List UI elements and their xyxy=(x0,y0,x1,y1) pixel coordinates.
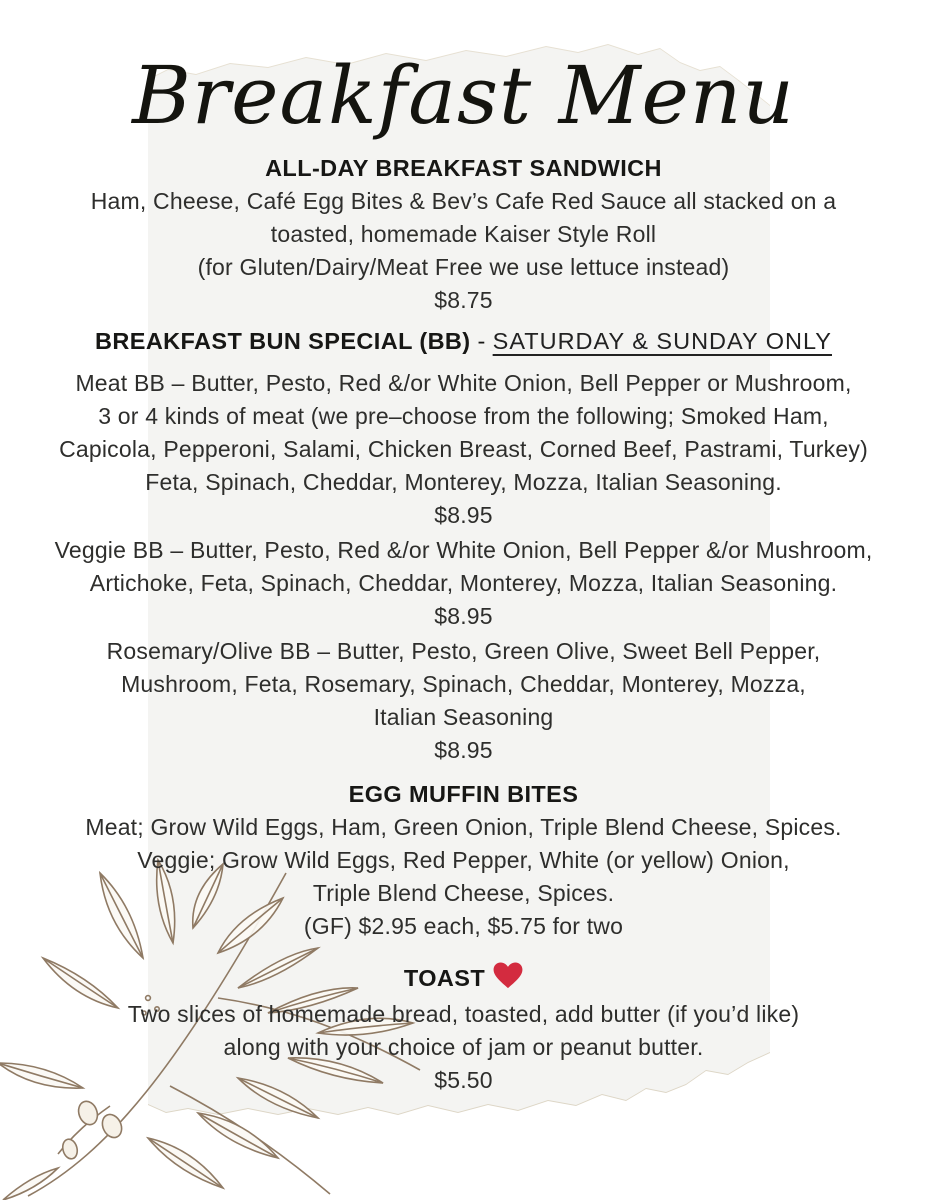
menu-line: Two slices of homemade bread, toasted, add butter (if you’d like) xyxy=(127,1001,800,1027)
price-line: $8.95 xyxy=(434,603,493,629)
menu-line: Rosemary/Olive BB – Butter, Pesto, Green Olive, Sweet Bell Pepper, xyxy=(106,638,821,664)
menu-line: 3 or 4 kinds of meat (we pre–choose from the following; Smoked Ham, xyxy=(98,403,829,429)
heart-icon xyxy=(493,962,523,989)
price-line: $8.75 xyxy=(434,287,493,313)
heading-separator: - xyxy=(470,328,493,354)
menu-line: toasted, homemade Kaiser Style Roll xyxy=(270,221,657,247)
menu-line: Feta, Spinach, Cheddar, Monterey, Mozza, Italian Seasoning. xyxy=(145,469,782,495)
menu-content xyxy=(0,40,927,1097)
menu-line: Veggie BB – Butter, Pesto, Red &/or White Onion, Bell Pepper &/or Mushroom, xyxy=(54,537,873,563)
menu-line: Ham, Cheese, Café Egg Bites & Bev’s Cafe Red Sauce all stacked on a xyxy=(90,188,837,214)
menu-line: Mushroom, Feta, Rosemary, Spinach, Cheddar, Monterey, Mozza, xyxy=(121,671,806,697)
menu-line: Capicola, Pepperoni, Salami, Chicken Breast, Corned Beef, Pastrami, Turkey) xyxy=(59,436,868,462)
section-heading-toast xyxy=(0,962,927,995)
menu-line: Artichoke, Feta, Spinach, Cheddar, Monterey, Mozza, Italian Seasoning. xyxy=(89,570,838,596)
heading-underlined-text: SATURDAY & SUNDAY ONLY xyxy=(492,328,832,354)
toast-heading-text: TOAST xyxy=(403,965,486,991)
price-line: (GF) $2.95 each, $5.75 for two xyxy=(303,913,624,939)
menu-line: (for Gluten/Dairy/Meat Free we use lettuce instead) xyxy=(197,254,730,280)
section-heading-egg-muffin-bites: EGG MUFFIN BITES xyxy=(348,781,579,807)
menu-line: along with your choice of jam or peanut butter. xyxy=(223,1034,704,1060)
price-line: $5.50 xyxy=(434,1067,493,1093)
menu-line: Meat; Grow Wild Eggs, Ham, Green Onion, Triple Blend Cheese, Spices. xyxy=(85,814,842,840)
menu-line: Triple Blend Cheese, Spices. xyxy=(312,880,615,906)
menu-title: Breakfast Menu xyxy=(132,49,795,142)
price-line: $8.95 xyxy=(434,737,493,763)
section-heading-all-day-breakfast-sandwich: ALL-DAY BREAKFAST SANDWICH xyxy=(265,155,662,181)
price-line: $8.95 xyxy=(434,502,493,528)
heading-bold-text: BREAKFAST BUN SPECIAL (BB) xyxy=(95,328,471,354)
menu-line: Italian Seasoning xyxy=(373,704,554,730)
section-heading-breakfast-bun-special xyxy=(0,325,927,358)
menu-line: Veggie; Grow Wild Eggs, Red Pepper, White (or yellow) Onion, xyxy=(137,847,790,873)
menu-line: Meat BB – Butter, Pesto, Red &/or White Onion, Bell Pepper or Mushroom, xyxy=(75,370,852,396)
